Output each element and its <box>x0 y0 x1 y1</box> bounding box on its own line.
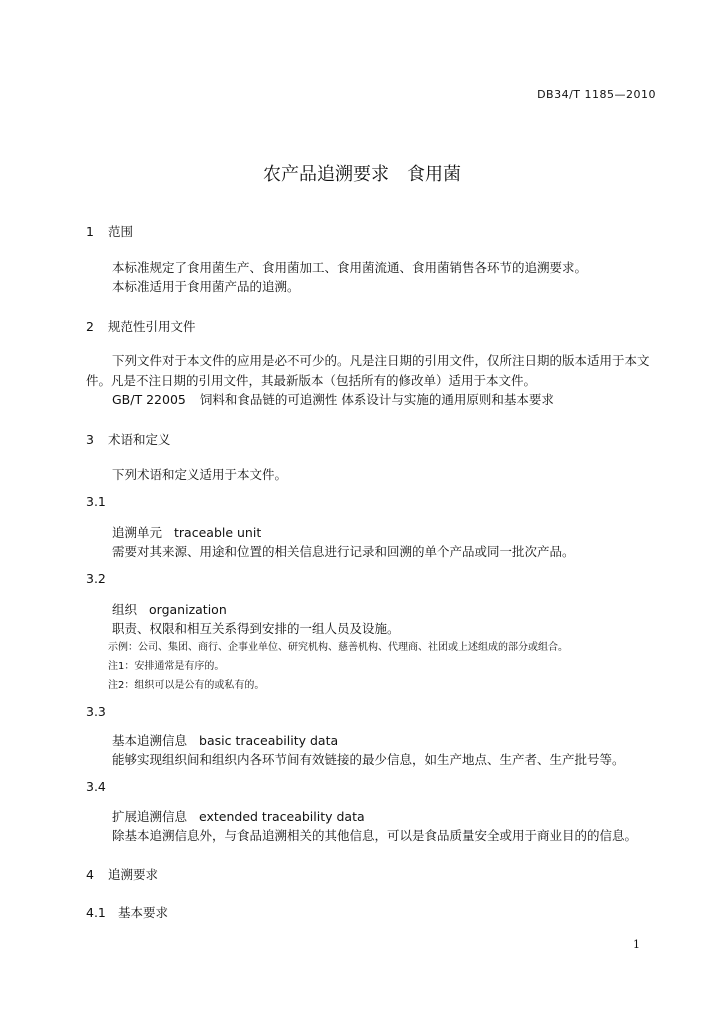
term-chinese: 基本追溯信息 <box>112 733 188 748</box>
normative-reference <box>112 390 554 408</box>
term-english: extended traceability data <box>199 809 365 824</box>
subsection-title: 基本要求 <box>118 905 169 920</box>
section-3-intro: 下列术语和定义适用于本文件。 <box>112 467 288 482</box>
section-title: 追溯要求 <box>108 867 159 882</box>
subsection-number: 4.1 <box>86 905 106 920</box>
section-2-heading <box>86 317 196 335</box>
section-number: 1 <box>86 224 94 239</box>
term-3-2-note-2: 注2：组织可以是公有的或私有的。 <box>108 680 265 691</box>
term-3-2 <box>112 600 227 618</box>
term-3-4-definition: 除基本追溯信息外，与食品追溯相关的其他信息，可以是食品质量安全或用于商业目的的信息。 <box>112 828 638 843</box>
term-3-3-number: 3.3 <box>86 704 106 719</box>
term-english: traceable unit <box>174 525 262 540</box>
term-3-2-definition: 职责、权限和相互关系得到安排的一组人员及设施。 <box>112 621 400 636</box>
term-3-3 <box>112 731 338 749</box>
standard-code: DB34/T 1185—2010 <box>537 88 656 101</box>
section-4-heading <box>86 865 158 883</box>
term-3-4-number: 3.4 <box>86 779 106 794</box>
page-number: 1 <box>633 938 640 951</box>
section-title: 范围 <box>108 224 134 239</box>
term-3-2-example: 示例：公司、集团、商行、企事业单位、研究机构、慈善机构、代理商、社团或上述组成的部分或组合。 <box>108 642 568 653</box>
section-2-paragraph-line-2: 件。凡是不注日期的引用文件，其最新版本（包括所有的修改单）适用于本文件。 <box>86 373 537 388</box>
term-chinese: 组织 <box>112 602 138 617</box>
section-title: 规范性引用文件 <box>108 319 196 334</box>
section-title: 术语和定义 <box>108 432 171 447</box>
term-3-1 <box>112 523 261 541</box>
term-3-2-note-1: 注1：安排通常是有序的。 <box>108 661 225 672</box>
reference-title: 饲料和食品链的可追溯性 体系设计与实施的通用原则和基本要求 <box>199 392 554 407</box>
document-title: 农产品追溯要求 食用菌 <box>263 164 461 185</box>
term-3-3-definition: 能够实现组织间和组织内各环节间有效链接的最少信息，如生产地点、生产者、生产批号等。 <box>112 752 625 767</box>
term-english: organization <box>149 602 227 617</box>
section-number: 4 <box>86 867 94 882</box>
term-chinese: 扩展追溯信息 <box>112 809 188 824</box>
section-number: 2 <box>86 319 94 334</box>
section-1-paragraph-1: 本标准规定了食用菌生产、食用菌加工、食用菌流通、食用菌销售各环节的追溯要求。 <box>112 260 588 275</box>
section-2-paragraph-line-1: 下列文件对于本文件的应用是必不可少的。凡是注日期的引用文件，仅所注日期的版本适用于本文 <box>112 353 650 368</box>
section-number: 3 <box>86 432 94 447</box>
section-3-heading <box>86 430 171 448</box>
term-chinese: 追溯单元 <box>112 525 163 540</box>
section-1-paragraph-2: 本标准适用于食用菌产品的追溯。 <box>112 279 300 294</box>
section-1-heading <box>86 222 133 240</box>
term-3-4 <box>112 807 365 825</box>
reference-code: GB/T 22005 <box>112 392 186 407</box>
term-english: basic traceability data <box>199 733 339 748</box>
section-4-1-heading <box>86 903 168 921</box>
term-3-1-definition: 需要对其来源、用途和位置的相关信息进行记录和回溯的单个产品或同一批次产品。 <box>112 544 575 559</box>
term-3-1-number: 3.1 <box>86 494 106 509</box>
term-3-2-number: 3.2 <box>86 571 106 586</box>
